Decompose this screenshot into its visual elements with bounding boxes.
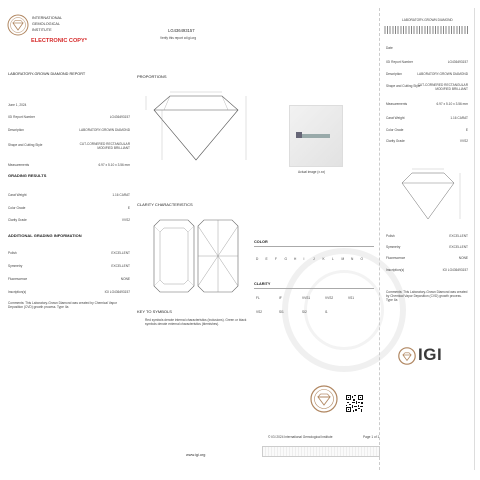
key-to-symbols-text: Red symbols denote internal characteristics (inclusions). Green or black symbols denote external characteristics (blemishes). (145, 318, 247, 326)
right-detail-row (386, 139, 468, 144)
right-detail-value: LG436493157 (447, 60, 468, 64)
additional-label: Fluorescence (8, 277, 28, 281)
electronic-copy-label: ELECTRONIC COPY* (31, 38, 87, 44)
right-detail-row (386, 84, 468, 89)
detail-row (8, 163, 130, 168)
detail-row (8, 115, 130, 120)
clarity-scale-grade: VS2 (256, 310, 263, 314)
proportions-title: PROPORTIONS (137, 74, 167, 79)
grading-row (8, 206, 130, 211)
right-additional-row (386, 245, 468, 250)
right-barcode (384, 26, 468, 34)
grading-value: VVS2 (121, 218, 130, 222)
report-type-title: LABORATORY-GROWN DIAMOND REPORT (8, 72, 86, 76)
right-proportions-diagram (392, 165, 464, 225)
grading-value: 1.16 CARAT (112, 193, 130, 197)
color-scale-letter: G (284, 257, 287, 261)
right-detail-label: Carat Weight (386, 116, 405, 120)
right-detail-row (386, 128, 468, 133)
report-verify-text: Verify this report at igi.org (160, 36, 197, 40)
igi-logo-icon (398, 347, 416, 365)
color-scale-letter: L (332, 257, 334, 261)
color-scale-letter: J (313, 257, 315, 261)
detail-row (8, 103, 130, 108)
right-additional-label: Symmetry (386, 245, 401, 249)
right-detail-label: Color Grade (386, 128, 404, 132)
grading-label: Clarity Grade (8, 218, 27, 222)
clarity-plot-bottom-view (196, 218, 240, 294)
right-detail-label: Description (386, 72, 402, 76)
clarity-characteristics-title: CLARITY CHARACTERISTICS (137, 202, 193, 207)
right-top-title: LABORATORY-GROWN DIAMOND (402, 18, 453, 22)
grading-label: Carat Weight (8, 193, 27, 197)
igi-seal-bottom-icon (310, 385, 338, 413)
right-detail-label: IGI Report Number (386, 60, 413, 64)
detail-value: LABORATORY-GROWN DIAMOND (79, 128, 130, 132)
clarity-scale-grade: VS1 (348, 296, 355, 300)
clarity-scale-grade: FL (256, 296, 260, 300)
additional-label: Polish (8, 251, 17, 255)
detail-value: CUT-CORNERED RECTANGULAR MODIFIED BRILLIANT (79, 142, 130, 150)
footer-copyright: © IGI 2024 International Gemological Institute (268, 435, 333, 439)
right-detail-value: VVS2 (459, 139, 468, 143)
right-additional-value: EXCELLENT (449, 234, 468, 238)
institute-name-line-2: GEMOLOGICAL (32, 22, 61, 26)
detail-value: LG436493157 (109, 115, 130, 119)
additional-value: EXCELLENT (111, 251, 130, 255)
grading-label: Color Grade (8, 205, 26, 210)
right-additional-row (386, 256, 468, 261)
clarity-scale-grade: VVS2 (325, 296, 334, 300)
detail-row (8, 128, 130, 133)
institute-name-line-1: INTERNATIONAL (32, 16, 63, 20)
color-scale-letter: O (360, 257, 363, 261)
right-detail-value: CUT-CORNERED RECTANGULAR MODIFIED BRILLIANT (417, 83, 468, 91)
clarity-scale-grade: I1 (325, 310, 328, 314)
detail-label: Description (8, 128, 24, 132)
actual-diamond-image (289, 105, 343, 167)
right-additional-value: EXCELLENT (449, 245, 468, 249)
additional-row (8, 251, 130, 256)
right-additional-value: NONE (458, 256, 468, 260)
right-detail-value: 6.97 x 5.10 x 3.56 mm (436, 102, 468, 106)
right-edge (474, 8, 475, 470)
detail-label: Shape and Cutting Style (8, 143, 43, 147)
right-detail-row (386, 46, 468, 51)
proportions-diagram (142, 84, 252, 168)
clarity-scale-grade: IF (279, 296, 282, 300)
color-scale-letter: E (265, 257, 268, 261)
detail-label: IGI Report Number (8, 115, 35, 119)
right-additional-row (386, 234, 468, 239)
additional-value: IGI LG436493157 (104, 290, 130, 294)
right-comments-text: Comments: This Laboratory-Grown Diamond was created by Chemical Vapor Deposition (CVD) growth process. Type IIa (386, 290, 468, 302)
clarity-scale-grade: SI2 (302, 310, 307, 314)
right-detail-value: E (465, 128, 468, 132)
website-link[interactable]: www.igi.org (186, 453, 206, 457)
right-detail-row (386, 60, 468, 65)
additional-grading-title: ADDITIONAL GRADING INFORMATION (8, 233, 82, 238)
color-scale-letter: D (256, 257, 259, 261)
clarity-plot-top-view (152, 218, 196, 294)
detail-label: June 1, 2024 (8, 103, 27, 107)
comments-text: Comments: This Laboratory-Grown Diamond was created by Chemical Vapor Deposition (CVD) growth process. Type IIa (8, 301, 118, 310)
grading-row (8, 218, 130, 223)
right-detail-label: Date (386, 46, 393, 50)
right-detail-row (386, 72, 468, 77)
right-additional-value: IGI LG436493157 (442, 268, 468, 272)
tear-line (379, 8, 380, 470)
right-detail-value: 1.16 CARAT (450, 116, 468, 120)
additional-value: EXCELLENT (111, 264, 130, 268)
right-additional-label: Inscription(s) (386, 268, 405, 272)
right-detail-label: Clarity Grade (386, 139, 405, 143)
additional-value: NONE (120, 277, 130, 281)
right-additional-label: Fluorescence (386, 256, 406, 260)
footer-page-number: Page 1 of 1 (363, 435, 380, 439)
color-scale-letter: H (294, 257, 297, 261)
grading-value: E (127, 205, 130, 210)
grading-results-title: GRADING RESULTS (8, 173, 47, 178)
qr-code-icon[interactable] (346, 395, 363, 412)
color-scale-letter: F (275, 257, 277, 261)
color-scale-letter: K (322, 257, 325, 261)
right-detail-value: LABORATORY-GROWN DIAMOND (417, 72, 468, 76)
clarity-scale-grade: SI1 (279, 310, 284, 314)
right-detail-label: Shape and Cutting Style (386, 84, 421, 88)
clarity-scale-title: CLARITY (254, 282, 271, 286)
detail-label: Measurements (8, 163, 30, 167)
additional-row (8, 277, 130, 282)
additional-label: Inscription(s) (8, 290, 27, 294)
additional-row (8, 264, 130, 269)
right-detail-row (386, 102, 468, 107)
institute-name-line-3: INSTITUTE (32, 28, 52, 32)
clarity-scale-grade: VVS1 (302, 296, 311, 300)
detail-value: 6.97 x 5.10 x 3.56 mm (98, 163, 130, 167)
igi-logo-text: IGI (418, 345, 443, 364)
color-scale-letter: M (341, 257, 345, 261)
right-detail-label: Measurements (386, 102, 408, 106)
additional-row (8, 290, 130, 295)
right-additional-row (386, 268, 468, 273)
footer-security-strip (262, 446, 380, 457)
report-number-header: LG436493157 (168, 28, 195, 33)
key-to-symbols-title: KEY TO SYMBOLS (137, 309, 172, 314)
color-scale-letter: I (303, 257, 305, 261)
right-detail-row (386, 116, 468, 121)
grading-row (8, 193, 130, 198)
igi-seal-icon (7, 14, 29, 36)
right-additional-label: Polish (386, 234, 395, 238)
detail-row (8, 143, 130, 148)
additional-label: Symmetry (8, 264, 23, 268)
actual-image-caption: Actual image (x.xx) (298, 170, 326, 174)
color-scale-title: COLOR (254, 240, 268, 244)
color-scale-letter: N (351, 257, 354, 261)
